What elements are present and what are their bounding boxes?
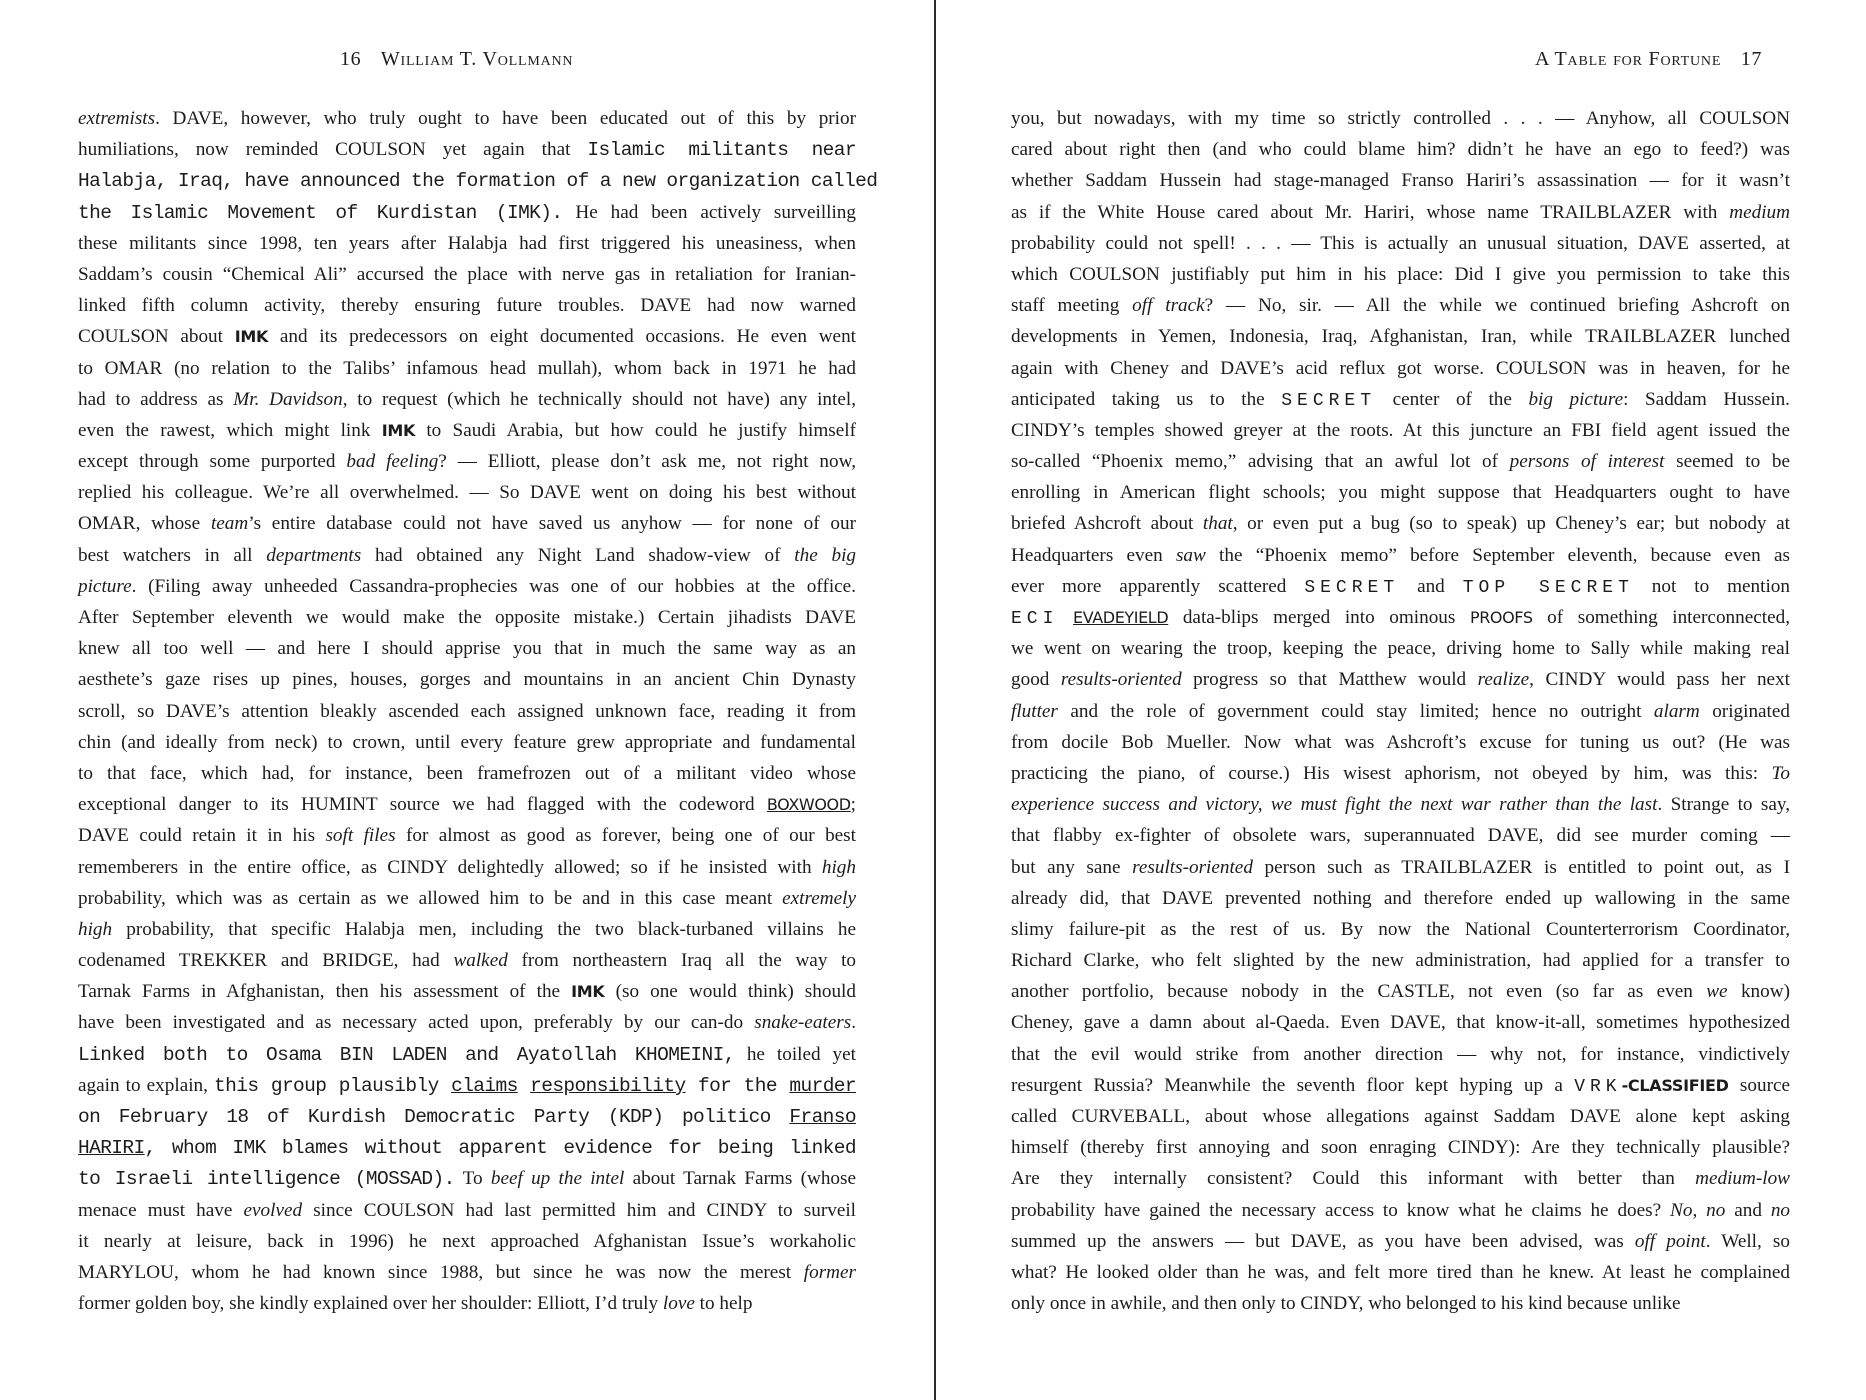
text-run: aesthete’s gaze rises up pines, houses, gorges and mountains in an ancient Chin Dynasty [78, 669, 856, 691]
text-run: staff meeting [1011, 295, 1133, 317]
text-run: center of the [1376, 388, 1529, 410]
text-line [1011, 415, 1790, 446]
text-run: SECRET [1304, 577, 1400, 598]
text-line [1011, 820, 1790, 851]
text-run: To [1771, 762, 1790, 784]
text-run: himself (thereby first annoying and soon enraging CINDY): Are they technically plausible? [1011, 1137, 1790, 1159]
text-run: extremely [782, 887, 856, 909]
left-running-head [78, 48, 856, 78]
text-run: TOP SECRET [1462, 577, 1634, 598]
text-line [78, 883, 856, 914]
text-run: practicing the piano, of course.) His wisest aphorism, not obeyed by him, was this: [1011, 762, 1772, 784]
text-run: good [1011, 669, 1061, 691]
text-line [1011, 197, 1790, 228]
right-body-text [1011, 103, 1790, 1319]
text-run: flutter [1011, 700, 1058, 722]
text-run: alarm [1653, 700, 1700, 722]
text-line [78, 508, 856, 539]
text-run: ever more apparently scattered [1011, 575, 1305, 597]
text-run: had to address as [78, 388, 234, 410]
text-line [1011, 134, 1790, 165]
text-run: from docile Bob Mueller. Now what was Ashcroft’s excuse for tuning us out? (He was [1011, 731, 1790, 753]
text-run: Halabja, Iraq, have announced the formation of a new organization called [78, 170, 878, 193]
text-run: chin (and ideally from neck) to crown, until every feature grew appropriate and fundamental [78, 731, 856, 753]
text-run: he toiled yet [734, 1043, 857, 1065]
text-line [78, 446, 856, 477]
text-line [78, 1039, 856, 1070]
text-run: about Tarnak Farms (whose [624, 1168, 856, 1190]
text-run: only once in awhile, and then only to CINDY, who belonged to his kind because unlike [1011, 1293, 1681, 1315]
text-run: , to request (which he technically should not have) any intel, [342, 388, 856, 410]
text-run: ’s entire database could not have saved us anyhow — for none of our [248, 513, 856, 535]
text-run: medium-low [1695, 1168, 1790, 1190]
text-run: Islamic militants near [587, 139, 856, 162]
text-run: experience success and victory, we must fight the next war rather than the last [1011, 794, 1658, 816]
text-run: responsibility [530, 1074, 686, 1097]
text-run: probability, which was as certain as we allowed him to be and in this case meant [78, 887, 783, 909]
text-line [1011, 633, 1790, 664]
text-run: Mr. Davidson [233, 388, 343, 410]
text-run: to Israeli intelligence (MOSSAD). [78, 1168, 455, 1191]
text-run: that [1202, 513, 1233, 535]
text-line [78, 290, 856, 321]
text-run: . DAVE, however, who truly ought to have been educated out of this by prior [155, 108, 856, 129]
text-line [1011, 1039, 1790, 1070]
text-line [78, 103, 856, 134]
text-line [78, 540, 856, 571]
text-run: already did, that DAVE prevented nothing and therefore ended up wallowing in the same [1011, 887, 1790, 909]
text-run: big picture [1528, 388, 1624, 410]
text-run: and [1399, 575, 1463, 597]
text-run: high [78, 918, 113, 940]
text-line [78, 945, 856, 976]
text-run: from northeastern Iraq all the way to [507, 950, 856, 972]
text-run: To [454, 1168, 491, 1190]
text-run: for almost as good as forever, being one of our best [395, 825, 856, 847]
text-run: (so one would think) should [604, 981, 856, 1003]
text-run: briefed Ashcroft about [1011, 513, 1203, 535]
text-run: slimy failure-pit as the rest of us. By now the National Counterterrorism Coordinator, [1011, 918, 1790, 940]
text-line [78, 134, 856, 165]
text-line [1011, 103, 1790, 134]
text-run: another portfolio, because nobody in the CASTLE, not even (so far as even [1011, 981, 1707, 1003]
text-line [78, 664, 856, 695]
text-run: , [1692, 1199, 1707, 1221]
text-run: no [1706, 1199, 1726, 1221]
text-line [1011, 1257, 1790, 1288]
text-run: COULSON about [78, 326, 235, 348]
text-run: the big [794, 544, 856, 566]
text-line [78, 789, 856, 820]
text-line [1011, 976, 1790, 1007]
text-run: , CINDY would pass her next [1529, 669, 1790, 691]
text-run: . [851, 1012, 856, 1034]
text-run: and its predecessors on eight documented occasions. He even went [268, 326, 856, 348]
text-run: picture [78, 575, 132, 597]
text-run: it nearly at leisure, back in 1996) he next approached Afghanistan Issue’s workaholic [78, 1230, 856, 1252]
text-line [1011, 477, 1790, 508]
text-run: the Islamic Movement of Kurdistan (IMK). [78, 201, 563, 224]
left-body-text [78, 103, 878, 1319]
text-run: scroll, so DAVE’s attention bleakly ascended each assigned unknown face, reading it from [78, 700, 856, 722]
book-title: A Table for Fortune [1534, 48, 1722, 70]
author-name: William T. Vollmann [380, 48, 574, 70]
text-line [78, 1163, 856, 1194]
text-run: replied his colleague. We’re all overwhelmed. — So DAVE went on doing his best without [78, 482, 856, 504]
text-run: except through some purported [78, 451, 347, 473]
text-line [78, 1257, 856, 1288]
text-run: Franso [789, 1106, 856, 1128]
text-run: had obtained any Night Land shadow-view of [361, 544, 795, 566]
text-run: evolved [243, 1199, 303, 1221]
text-run: these militants since 1998, ten years after Halabja had first triggered his uneasiness, when [78, 232, 856, 254]
text-run: walked [453, 950, 508, 972]
text-run: humiliations, now reminded COULSON yet again that [78, 139, 588, 161]
text-line [1011, 290, 1790, 321]
text-run: probability have gained the necessary access to know what he claims he does? [1011, 1199, 1671, 1221]
text-run: anticipated taking us to the [1011, 388, 1282, 410]
text-run: on February 18 of Kurdish Democratic Party (KDP) politico [78, 1106, 790, 1128]
text-run: HARIRI [78, 1137, 145, 1160]
text-run: for the [685, 1074, 790, 1097]
text-run: IMK [234, 327, 269, 347]
text-line [1011, 384, 1790, 415]
text-line [1011, 602, 1790, 633]
text-line [1011, 540, 1790, 571]
text-line [1011, 1226, 1790, 1257]
text-run: developments in Yemen, Indonesia, Iraq, Afghanistan, Iran, while TRAILBLAZER lunched [1011, 326, 1790, 348]
text-run: CINDY’s temples showed greyer at the roots. At this juncture an FBI field agent issued the [1011, 419, 1790, 441]
text-run: , whom IMK blames without apparent evidence for being linked [144, 1137, 856, 1160]
text-run: know) [1727, 981, 1790, 1003]
text-run: no [1770, 1199, 1791, 1221]
text-line [78, 914, 856, 945]
text-run: we [1706, 981, 1728, 1003]
text-run: DAVE could retain it in his [78, 825, 326, 847]
text-run: summed up the answers — but DAVE, as you have been advised, was [1011, 1230, 1635, 1252]
text-run: that the evil would strike from another direction — why not, for instance, vindictively [1011, 1043, 1790, 1065]
text-run: off point [1634, 1230, 1706, 1252]
text-line [78, 228, 856, 259]
text-run: ; [850, 794, 856, 816]
text-run [518, 1075, 530, 1097]
text-run: to that face, which had, for instance, been framefrozen out of a militant video whose [78, 762, 856, 784]
right-page [1011, 0, 1790, 1400]
text-line [1011, 1288, 1790, 1319]
text-run: IMK [571, 982, 605, 1002]
text-run: departments [266, 544, 362, 566]
text-line [1011, 727, 1790, 758]
text-run: what? He looked older than he was, and felt more tired than he knew. At least he complained [1011, 1261, 1790, 1283]
text-run: former [803, 1261, 856, 1283]
text-line [1011, 571, 1790, 602]
text-run: team [210, 513, 249, 535]
text-run: bad feeling [346, 451, 439, 473]
text-line [78, 1195, 856, 1226]
text-line [1011, 758, 1790, 789]
text-run: cared about right then (and who could blame him? didn’t he have an ego to feed?) was [1011, 139, 1790, 161]
text-run: called CURVEBALL, about whose allegations against Saddam DAVE alone kept asking [1011, 1106, 1790, 1127]
text-run: and [1725, 1199, 1771, 1221]
text-run: He had been actively surveilling [562, 201, 856, 223]
text-run: Saddam’s cousin “Chemical Ali” accursed the place with nerve gas in retaliation for Iranian- [78, 263, 856, 285]
page-number: 17 [1740, 48, 1762, 70]
text-line [78, 353, 856, 384]
text-run: medium [1729, 201, 1790, 223]
text-run: and the role of government could stay limited; hence no outright [1057, 700, 1654, 722]
text-run: seemed to be [1664, 451, 1790, 473]
page-number: 16 [340, 48, 362, 70]
text-run: menace must have [78, 1199, 244, 1221]
text-run: ? — No, sir. — All the while we continued briefing Ashcroft on [1204, 295, 1790, 317]
text-run: high [821, 856, 856, 878]
text-line [78, 852, 856, 883]
text-run: ECI [1011, 609, 1059, 629]
text-run: of something interconnected, [1532, 607, 1790, 628]
text-line [1011, 1163, 1790, 1194]
text-run: . Strange to say, [1657, 794, 1790, 816]
text-line [1011, 228, 1790, 259]
text-run: Are they internally consistent? Could this informant with better than [1011, 1168, 1696, 1190]
text-line [78, 633, 856, 664]
text-run: murder [789, 1074, 857, 1097]
text-run: IMK [381, 420, 416, 440]
text-run: again to explain, [78, 1074, 215, 1096]
text-run [1058, 607, 1073, 628]
text-line [1011, 1132, 1790, 1163]
text-line [78, 1226, 856, 1257]
text-run: you, but nowadays, with my time so strictly controlled . . . — Anyhow, all COULSON [1011, 108, 1790, 129]
text-line [78, 758, 856, 789]
text-run: results-oriented [1060, 669, 1182, 691]
text-run: so-called “Phoenix memo,” advising that an awful lot of [1011, 451, 1510, 473]
text-line [78, 1070, 856, 1101]
text-run: since COULSON had last permitted him and CINDY to surveil [302, 1199, 856, 1221]
text-line [78, 384, 856, 415]
text-line [1011, 165, 1790, 196]
text-run: rememberers in the entire office, as CINDY delightedly allowed; so if he insisted with [78, 856, 822, 878]
text-run: not to mention [1633, 575, 1790, 597]
text-run: again with Cheney and DAVE’s acid reflux got worse. COULSON was in heaven, for he [1011, 357, 1790, 379]
text-run: realize [1477, 669, 1530, 691]
text-run: . Well, so [1705, 1230, 1790, 1252]
text-run: off track [1132, 295, 1205, 317]
text-line [1011, 789, 1790, 820]
text-run: we went on wearing the troop, keeping the peace, driving home to Sally while making real [1011, 638, 1790, 660]
text-line [78, 1132, 856, 1163]
text-run: the “Phoenix memo” before September eleventh, because even as [1205, 544, 1790, 566]
text-run: soft files [325, 825, 396, 847]
text-line [1011, 353, 1790, 384]
text-line [1011, 1070, 1790, 1101]
text-run: love [662, 1293, 695, 1315]
text-run: person such as TRAILBLAZER is entitled to point out, as I [1252, 856, 1790, 878]
text-line [1011, 1195, 1790, 1226]
text-run: MARYLOU, whom he had known since 1988, but since he was now the merest [78, 1261, 804, 1283]
text-line [1011, 852, 1790, 883]
text-line [1011, 883, 1790, 914]
text-run: . (Filing away unheeded Cassandra-prophecies was one of our hobbies at the office. [131, 575, 856, 597]
text-line [78, 477, 856, 508]
right-running-head [1011, 48, 1790, 78]
text-run: as if the White House cared about Mr. Hariri, whose name TRAILBLAZER with [1011, 201, 1730, 223]
text-run: BOXWOOD [766, 795, 851, 815]
text-run: data-blips merged into ominous [1168, 607, 1470, 628]
text-run: OMAR, whose [78, 513, 211, 535]
text-run: to help [694, 1293, 753, 1315]
text-run: PROOFS [1469, 608, 1533, 627]
text-line [1011, 321, 1790, 352]
text-line [1011, 446, 1790, 477]
text-line [78, 415, 856, 446]
text-line [1011, 508, 1790, 539]
text-run: have been investigated and as necessary acted upon, preferably by our can-do [78, 1012, 755, 1034]
text-line [78, 1288, 856, 1319]
page-gutter [934, 0, 936, 1400]
text-line [78, 197, 856, 228]
text-run: After September eleventh we would make the opposite mistake.) Certain jihadists DAVE [78, 607, 856, 628]
text-run: this group plausibly [214, 1074, 452, 1097]
text-run: resurgent Russia? Meanwhile the seventh floor kept hyping up a [1011, 1074, 1575, 1096]
text-run: whether Saddam Hussein had stage-managed Franso Hariri’s assassination — for it wasn’t [1011, 170, 1790, 192]
text-run: source [1728, 1074, 1790, 1096]
text-line [78, 1101, 856, 1132]
text-run: to Saudi Arabia, but how could he justify himself [415, 419, 856, 441]
text-run: Linked both to Osama BIN LADEN and Ayatollah KHOMEINI, [78, 1043, 735, 1066]
text-run: VRK [1574, 1076, 1622, 1097]
text-run: Headquarters even [1011, 544, 1176, 566]
text-run: persons of interest [1509, 451, 1665, 473]
text-run: knew all too well — and here I should apprise you that in much the same way as an [78, 638, 856, 660]
text-line [78, 602, 856, 633]
text-line [78, 1007, 856, 1038]
text-line [78, 571, 856, 602]
text-run: Richard Clarke, who felt slighted by the new administration, had applied for a transfer to [1011, 950, 1790, 972]
text-run: claims [451, 1074, 518, 1097]
text-run: Tarnak Farms in Afghanistan, then his assessment of the [78, 981, 572, 1003]
text-run: probability, that specific Halabja men, including the two black-turbaned villains he [112, 918, 856, 940]
text-run: codenamed TREKKER and BRIDGE, had [78, 950, 454, 972]
text-run: -CLASSIFIED [1621, 1075, 1729, 1095]
text-run: : Saddam Hussein. [1623, 388, 1790, 410]
text-line [1011, 945, 1790, 976]
text-run: originated [1699, 700, 1790, 722]
text-line [78, 321, 856, 352]
text-run: progress so that Matthew would [1181, 669, 1478, 691]
text-line [1011, 1007, 1790, 1038]
text-run: SECRET [1281, 390, 1377, 411]
text-run: saw [1175, 544, 1206, 566]
text-line [1011, 664, 1790, 695]
text-line [1011, 696, 1790, 727]
text-run: which COULSON justifiably put him in his place: Did I give you permission to take this [1011, 263, 1790, 285]
left-page [78, 0, 878, 1400]
text-run: No [1670, 1199, 1693, 1221]
text-run: even the rawest, which might link [78, 419, 382, 441]
text-run: ? — Elliott, please don’t ask me, not right now, [438, 451, 857, 473]
text-run: best watchers in all [78, 544, 267, 566]
text-line [78, 727, 856, 758]
text-line [78, 696, 856, 727]
text-run: but any sane [1011, 856, 1133, 878]
text-line [1011, 914, 1790, 945]
text-run: snake-eaters [754, 1012, 852, 1034]
text-line [78, 259, 856, 290]
text-line [78, 976, 856, 1007]
text-run: exceptional danger to its HUMINT source we had flagged with the codeword [78, 794, 767, 816]
text-line [1011, 1101, 1790, 1132]
text-run: former golden boy, she kindly explained over her shoulder: Elliott, I’d truly [78, 1293, 663, 1315]
text-run: enrolling in American flight schools; you might suppose that Headquarters ought to have [1011, 482, 1790, 504]
text-line [78, 165, 878, 196]
text-run: linked fifth column activity, thereby ensuring future troubles. DAVE had now warned [78, 295, 856, 317]
text-run: that flabby ex-fighter of obsolete wars, superannuated DAVE, did see murder coming — [1011, 825, 1790, 847]
text-run: EVADEYIELD [1073, 608, 1169, 627]
text-run: , or even put a bug (so to speak) up Cheney’s ear; but nobody at [1232, 513, 1790, 535]
text-run: probability could not spell! . . . — This is actually an unusual situation, DAVE asserted, at [1011, 232, 1790, 254]
text-run: results-oriented [1132, 856, 1253, 878]
text-line [1011, 259, 1790, 290]
text-run: extremists [78, 108, 156, 129]
text-run: beef up the intel [490, 1168, 625, 1190]
text-run: to OMAR (no relation to the Talibs’ infamous head mullah), whom back in 1971 he had [78, 357, 856, 379]
text-run: Cheney, gave a damn about al-Qaeda. Even DAVE, that know-it-all, sometimes hypothesized [1011, 1012, 1790, 1034]
text-line [78, 820, 856, 851]
